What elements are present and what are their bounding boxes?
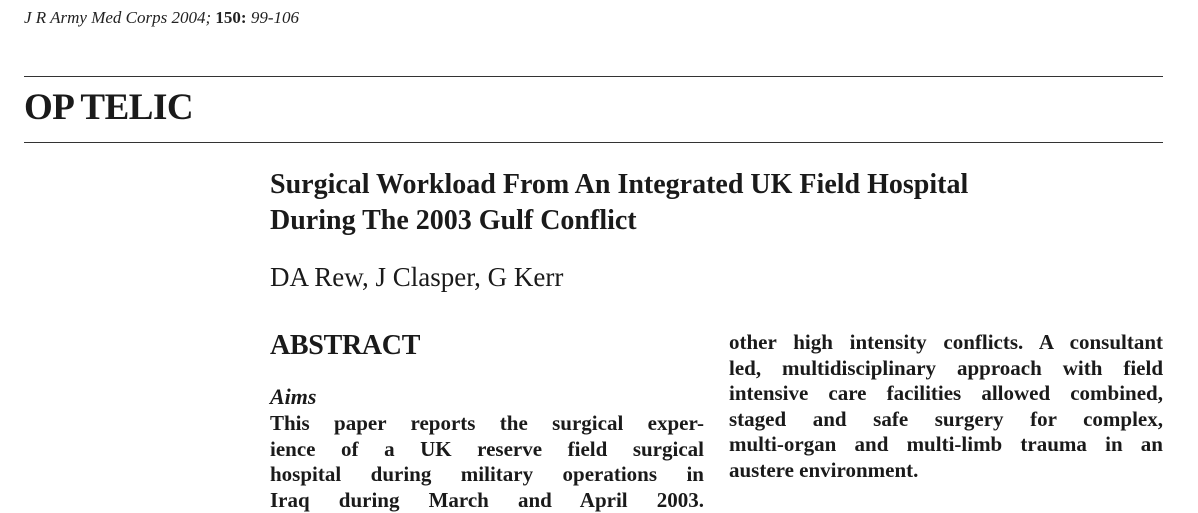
abstract-line: intensive care facilities allowed combined, <box>729 381 1163 407</box>
abstract-line: hospital during military operations in <box>270 462 704 488</box>
abstract-line: other high intensity conflicts. A consultant <box>729 330 1163 356</box>
article-title-line: Surgical Workload From An Integrated UK Field Hospital <box>270 167 1170 203</box>
top-rule <box>24 76 1163 77</box>
citation-pages: 99-106 <box>251 8 299 27</box>
abstract-line: multi-organ and multi-limb trauma in an <box>729 432 1163 458</box>
abstract-line: staged and safe surgery for complex, <box>729 407 1163 433</box>
abstract-line: Iraq during March and April 2003. <box>270 488 704 513</box>
journal-citation <box>24 8 299 28</box>
article-title-line: During The 2003 Gulf Conflict <box>270 203 1170 239</box>
article-authors: DA Rew, J Clasper, G Kerr <box>270 262 563 293</box>
abstract-line: This paper reports the surgical exper- <box>270 411 704 437</box>
abstract-line: austere environment. <box>729 458 1163 484</box>
citation-journal: J R Army Med Corps 2004; <box>24 8 211 27</box>
section-title: OP TELIC <box>24 86 193 129</box>
citation-volume: 150: <box>215 8 246 27</box>
bottom-rule <box>24 142 1163 143</box>
aims-heading: Aims <box>270 384 316 410</box>
abstract-column-right <box>729 330 1163 483</box>
abstract-line: led, multidisciplinary approach with field <box>729 356 1163 382</box>
article-title <box>270 167 1170 239</box>
abstract-column-left <box>270 411 704 513</box>
abstract-line: ience of a UK reserve field surgical <box>270 437 704 463</box>
abstract-heading: ABSTRACT <box>270 330 420 362</box>
